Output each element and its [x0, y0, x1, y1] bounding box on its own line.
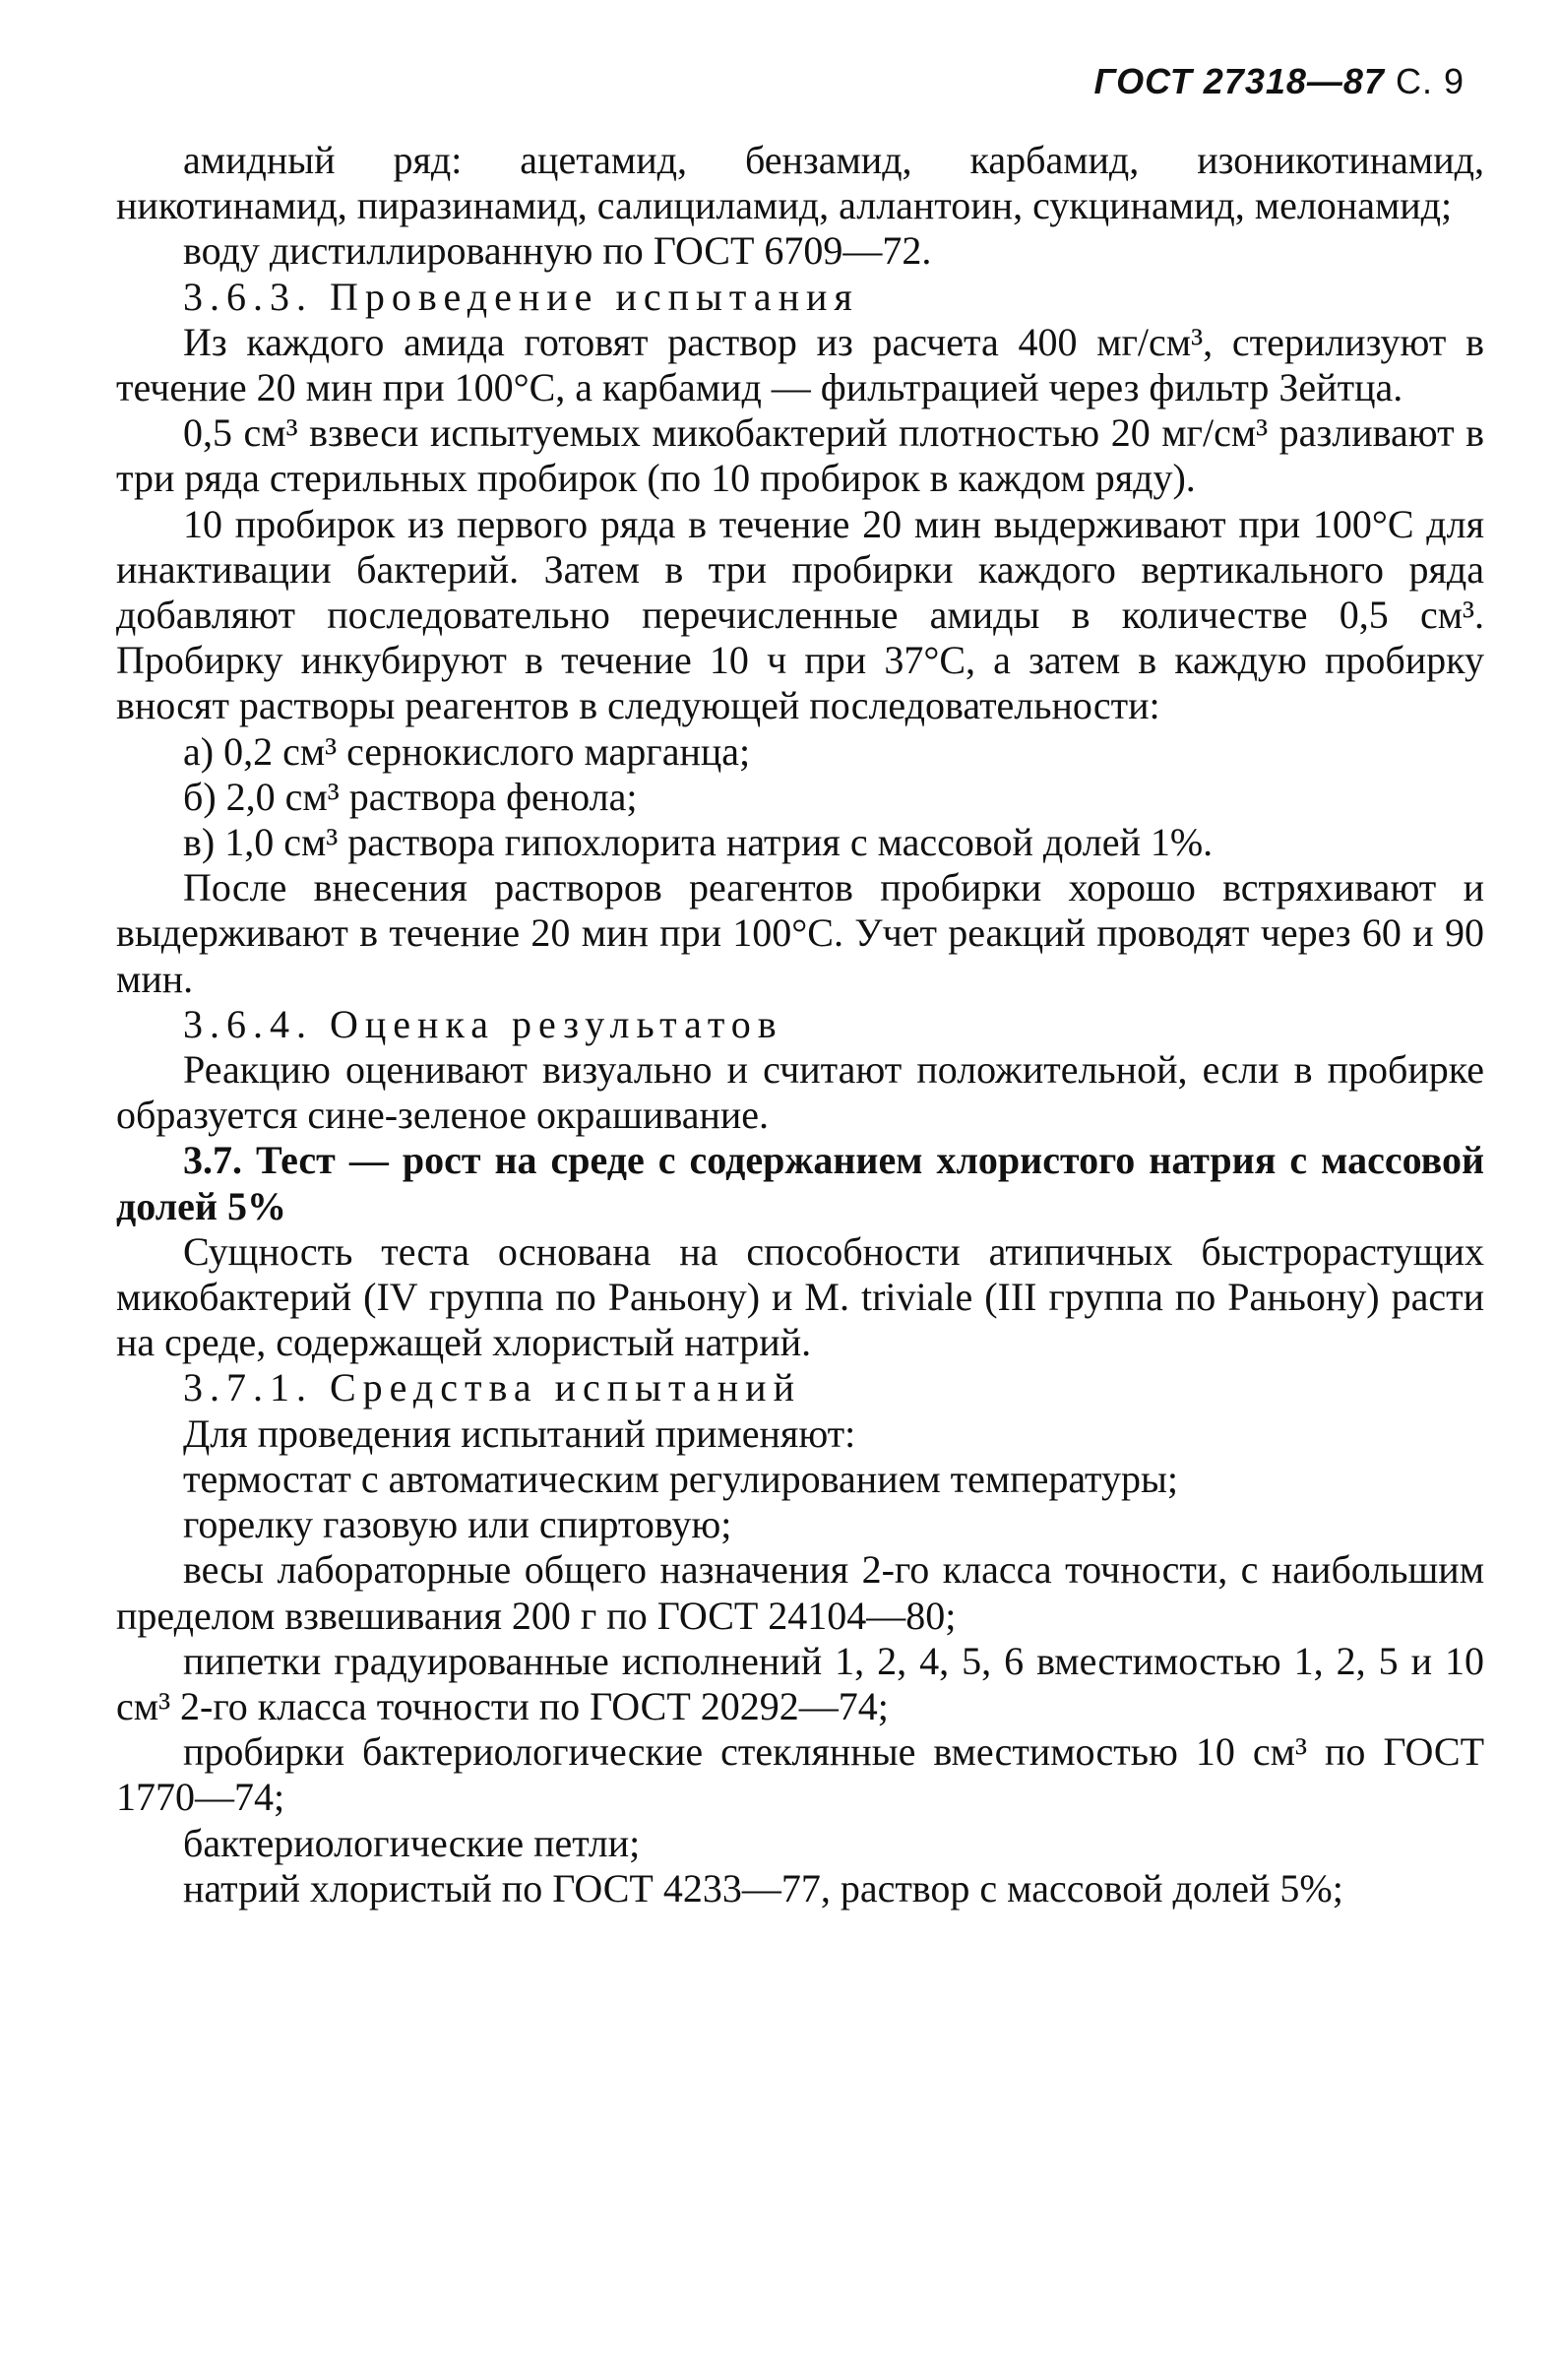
section-heading: 3.6.4. Оценка результатов: [183, 1001, 783, 1046]
section-title: [116, 1138, 1484, 1228]
list-item: пробирки бактериологические стеклянные вместимостью 10 см³ по ГОСТ 1770—74;: [116, 1729, 1484, 1820]
list-item: бактериологические петли;: [183, 1820, 641, 1865]
section-title-text: 3.7. Тест — рост на среде с содержанием хлористого натрия с массовой долей 5%: [116, 1138, 1484, 1228]
list-item: б) 2,0 см³ раствора фенола;: [183, 774, 638, 819]
paragraph: Сущность теста основана на способности атипичных быстрорастущих микобактерий (IV группа по Раньону) и M. triviale (III группа по Раньону) расти на среде, содержащей хлористый натрий.: [116, 1228, 1484, 1365]
paragraph: воду дистиллированную по ГОСТ 6709—72.: [183, 228, 932, 274]
standard-code: ГОСТ 27318—87: [1093, 61, 1385, 101]
list-item: пипетки градуированные исполнений 1, 2, 4, 5, 6 вместимостью 1, 2, 5 и 10 см³ 2-го класса точности по ГОСТ 20292—74;: [116, 1638, 1484, 1728]
list-item: в) 1,0 см³ раствора гипохлорита натрия с массовой долей 1%.: [183, 820, 1214, 865]
list-item: весы лабораторные общего назначения 2-го класса точности, с наибольшим пределом взвешивания 200 г по ГОСТ 24104—80;: [116, 1547, 1484, 1638]
body-text: [116, 138, 1484, 1911]
paragraph: амидный ряд: ацетамид, бензамид, карбамид, изоникотинамид, никотинамид, пиразинамид, салициламид, аллантоин, сукцинамид, мелонамид;: [116, 138, 1484, 228]
paragraph: Для проведения испытаний применяют:: [183, 1410, 856, 1456]
paragraph: Реакцию оценивают визуально и считают положительной, если в пробирке образуется сине-зеленое окрашивание.: [116, 1047, 1484, 1138]
list-item: горелку газовую или спиртовую;: [183, 1502, 732, 1547]
section-heading: 3.7.1. Средства испытаний: [183, 1365, 801, 1410]
list-item: термостат с автоматическим регулированием температуры;: [183, 1456, 1178, 1501]
paragraph: 0,5 см³ взвеси испытуемых микобактерий плотностью 20 мг/см³ разливают в три ряда стерильных пробирок (по 10 пробирок в каждом ряду).: [116, 410, 1484, 501]
page-header: [1094, 61, 1465, 102]
section-heading: 3.6.3. Проведение испытания: [183, 274, 859, 319]
paragraph: После внесения растворов реагентов пробирки хорошо встряхивают и выдерживают в течение 20 мин при 100°С. Учет реакций проводят через 60 и 90 мин.: [116, 865, 1484, 1001]
paragraph: Из каждого амида готовят раствор из расчета 400 мг/см³, стерилизуют в течение 20 мин при 100°С, а карбамид — фильтрацией через фильтр Зейтца.: [116, 319, 1484, 410]
page-number: С. 9: [1395, 61, 1465, 101]
paragraph: 10 пробирок из первого ряда в течение 20 мин выдерживают при 100°С для инактивации бактерий. Затем в три пробирки каждого вертикального ряда добавляют последовательно перечисленные амиды в количестве 0,5 см³. Пробирку инкубируют в течение 10 ч при 37°С, а затем в каждую пробирку вносят растворы реагентов в следующей последовательности:: [116, 501, 1484, 728]
list-item: натрий хлористый по ГОСТ 4233—77, раствор с массовой долей 5%;: [183, 1865, 1343, 1910]
list-item: а) 0,2 см³ сернокислого марганца;: [183, 728, 751, 774]
